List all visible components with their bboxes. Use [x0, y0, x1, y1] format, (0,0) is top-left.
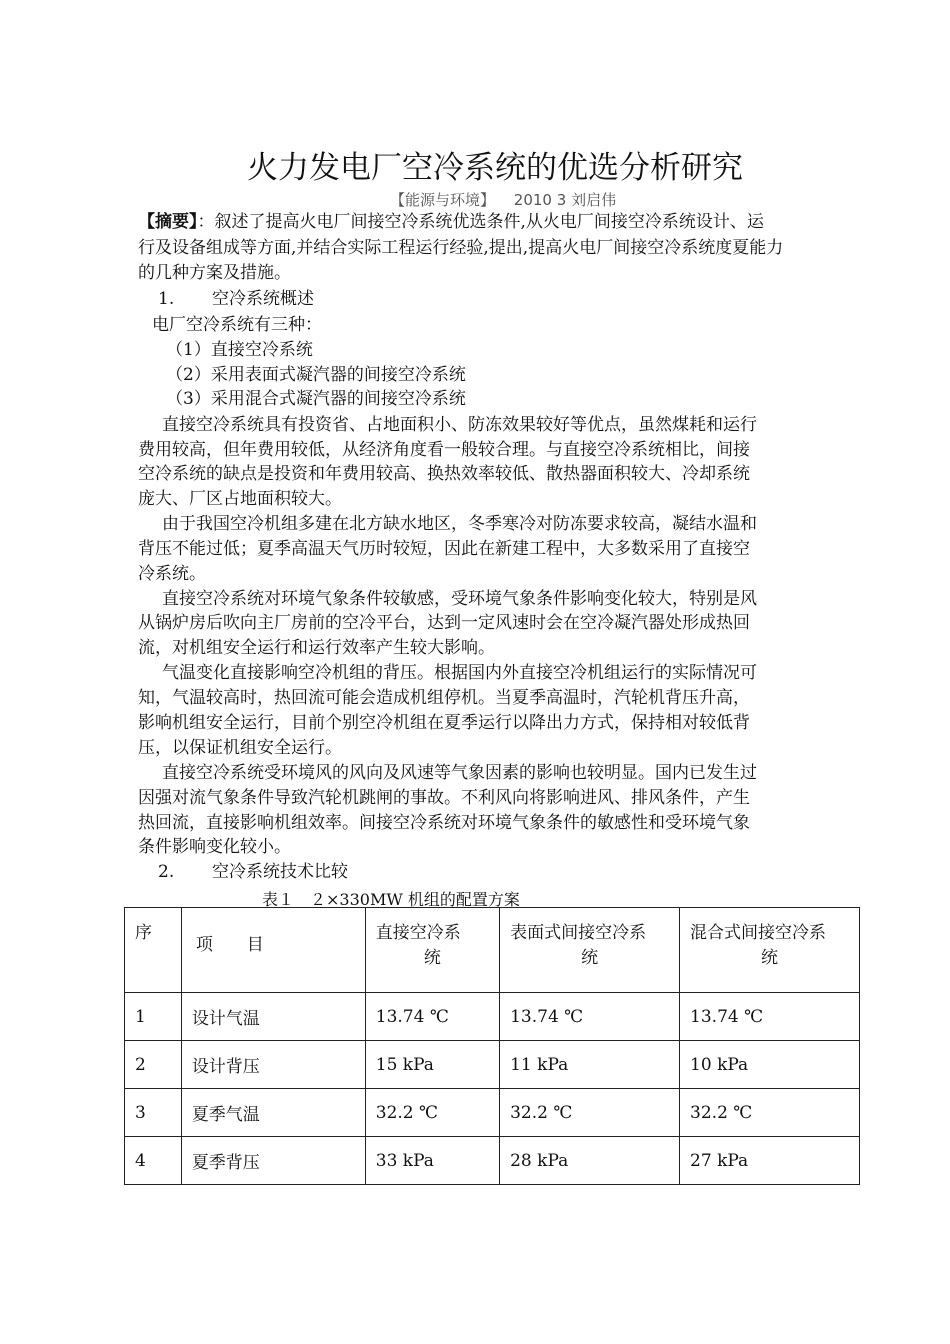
table-row — [125, 993, 860, 1041]
intro-text: 电厂空冷系统有三种： — [152, 315, 322, 335]
paragraph-line: 庞大、厂区占地面积较大。 — [138, 489, 342, 509]
cell-item: 夏季背压 — [181, 1137, 365, 1185]
cell-direct: 32.2 ℃ — [365, 1089, 499, 1137]
paragraph-line: 费用较高，但年费用较低，从经济角度看一般较合理。与直接空冷系统相比，间接 — [138, 440, 750, 460]
paragraph-line: 冷系统。 — [138, 564, 206, 584]
cell-seq: 1 — [125, 993, 182, 1041]
byline-source: 【能源与环境】 — [390, 191, 496, 209]
header-seq: 序 — [125, 908, 182, 993]
cell-direct: 15 kPa — [365, 1041, 499, 1089]
cell-item: 设计背压 — [181, 1041, 365, 1089]
abstract-line: 行及设备组成等方面,并结合实际工程运行经验,提出,提高火电厂间接空冷系统度夏能力 — [138, 238, 784, 258]
header-direct-line: 统 — [423, 948, 441, 968]
paragraph-line: 直接空冷系统对环境气象条件较敏感，受环境气象条件影响变化较大，特别是风 — [162, 589, 757, 609]
byline-author: 刘启伟 — [571, 191, 617, 209]
paragraph-line: 影响机组安全运行，目前个别空冷机组在夏季运行以降出力方式，保持相对较低背 — [138, 713, 750, 733]
header-direct-line: 直接空冷系 — [375, 923, 461, 943]
header-item: 项 目 — [181, 908, 365, 993]
header-surface-line: 统 — [581, 948, 599, 968]
cell-surface: 32.2 ℃ — [500, 1089, 680, 1137]
document-title: 火力发电厂空冷系统的优选分析研究 — [247, 150, 743, 186]
abstract-label: 【摘要】 — [138, 212, 198, 232]
paragraph-line: 知，气温较高时，热回流可能会造成机组停机。当夏季高温时，汽轮机背压升高， — [138, 688, 750, 708]
cell-mixed: 13.74 ℃ — [680, 993, 860, 1041]
cell-seq: 2 — [125, 1041, 182, 1089]
cell-mixed: 27 kPa — [680, 1137, 860, 1185]
table-row — [125, 1137, 860, 1185]
paragraph-line: 由于我国空冷机组多建在北方缺水地区，冬季寒冷对防冻要求较高，凝结水温和 — [162, 514, 757, 534]
paragraph-line: 直接空冷系统具有投资省、占地面积小、防冻效果较好等优点，虽然煤耗和运行 — [162, 415, 757, 435]
paragraph-line: 压，以保证机组安全运行。 — [138, 738, 342, 758]
table-row — [125, 1041, 860, 1089]
cell-surface: 11 kPa — [500, 1041, 680, 1089]
paragraph-line: 条件影响变化较小。 — [138, 837, 291, 857]
section-heading: 空冷系统概述 — [212, 289, 314, 309]
cell-surface: 28 kPa — [500, 1137, 680, 1185]
list-item: （2）采用表面式凝汽器的间接空冷系统 — [166, 365, 466, 385]
paragraph-line: 背压不能过低；夏季高温天气历时较短，因此在新建工程中，大多数采用了直接空 — [138, 539, 750, 559]
cell-item: 设计气温 — [181, 993, 365, 1041]
list-item: （1）直接空冷系统 — [166, 340, 313, 360]
table-row — [125, 1089, 860, 1137]
header-mixed-line: 混合式间接空冷系 — [690, 923, 827, 943]
section-number: 1. — [158, 289, 175, 309]
abstract-line — [138, 210, 764, 234]
paragraph-line: 从锅炉房后吹向主厂房前的空冷平台，达到一定风速时会在空冷凝汽器处形成热回 — [138, 613, 750, 633]
table-header-row — [125, 908, 860, 993]
paragraph-line: 热回流，直接影响机组效率。间接空冷系统对环境气象条件的敏感性和受环境气象 — [138, 813, 750, 833]
cell-direct: 13.74 ℃ — [365, 993, 499, 1041]
table-caption: 表１ ２×330MW 机组的配置方案 — [262, 890, 520, 909]
abstract-text: ：叙述了提高火电厂间接空冷系统优选条件,从火电厂间接空冷系统设计、运 — [197, 212, 764, 232]
header-surface-line: 表面式间接空冷系 — [510, 923, 647, 943]
header-mixed — [680, 908, 860, 993]
paragraph-line: 直接空冷系统受环境风的风向及风速等气象因素的影响也较明显。国内已发生过 — [162, 763, 757, 783]
section-heading: 空冷系统技术比较 — [212, 862, 348, 882]
config-table — [124, 907, 860, 1185]
cell-seq: 4 — [125, 1137, 182, 1185]
paragraph-line: 气温变化直接影响空冷机组的背压。根据国内外直接空冷机组运行的实际情况可 — [162, 663, 757, 683]
byline — [390, 189, 616, 210]
header-direct — [365, 908, 499, 993]
paragraph-line: 因强对流气象条件导致汽轮机跳闸的事故。不利风向将影响进风、排风条件，产生 — [138, 788, 750, 808]
header-mixed-line: 统 — [761, 948, 779, 968]
list-item: （3）采用混合式凝汽器的间接空冷系统 — [166, 389, 466, 409]
cell-direct: 33 kPa — [365, 1137, 499, 1185]
cell-seq: 3 — [125, 1089, 182, 1137]
paragraph-line: 流，对机组安全运行和运行效率产生较大影响。 — [138, 638, 495, 658]
header-surface — [500, 908, 680, 993]
byline-date: 2010 3 — [513, 191, 567, 209]
paragraph-line: 空冷系统的缺点是投资和年费用较高、换热效率较低、散热器面积较大、冷却系统 — [138, 464, 750, 484]
section-number: 2. — [158, 862, 175, 882]
cell-mixed: 32.2 ℃ — [680, 1089, 860, 1137]
cell-item: 夏季气温 — [181, 1089, 365, 1137]
cell-mixed: 10 kPa — [680, 1041, 860, 1089]
cell-surface: 13.74 ℃ — [500, 993, 680, 1041]
abstract-line: 的几种方案及措施。 — [138, 263, 291, 283]
